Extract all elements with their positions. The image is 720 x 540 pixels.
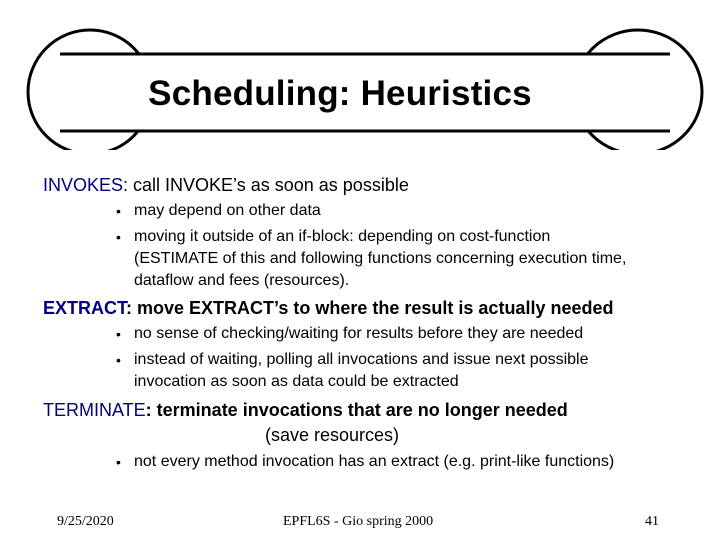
list-item: • moving it outside of an if-block: depending on cost-function: [134, 226, 550, 248]
footer-date: 9/25/2020: [57, 514, 114, 529]
section-terminate-text: : terminate invocations that are no longer needed: [145, 400, 568, 420]
footer-page-number: 41: [645, 514, 659, 529]
list-item: • no sense of checking/waiting for results before they are needed: [134, 323, 583, 345]
list-item: • not every method invocation has an extract (e.g. print-like functions): [134, 451, 614, 473]
section-terminate-heading-line2: (save resources): [265, 425, 400, 445]
section-invokes-heading: [43, 175, 409, 196]
section-extract-heading: [43, 298, 613, 319]
section-terminate-keyword: TERMINATE: [43, 400, 146, 420]
bullet-dot: •: [116, 229, 121, 245]
list-item-continuation: invocation as soon as data could be extracted: [134, 373, 459, 390]
list-item: • instead of waiting, polling all invocations and issue next possible: [134, 349, 589, 371]
bullet-dot: •: [116, 326, 121, 342]
bullet-dot: •: [116, 203, 121, 219]
list-item-continuation: (ESTIMATE of this and following functions concerning execution time,: [134, 250, 627, 267]
section-terminate-heading: [43, 400, 568, 421]
list-item-continuation: dataflow and fees (resources).: [134, 272, 350, 289]
section-extract-text: : move EXTRACT’s to where the result is actually needed: [126, 298, 614, 318]
section-invokes-text: : call INVOKE’s as soon as possible: [123, 175, 409, 195]
list-item: • may depend on other data: [134, 200, 321, 222]
bullet-dot: •: [116, 454, 121, 470]
footer-center-text: EPFL6S - Gio spring 2000: [283, 514, 434, 529]
bullet-dot: •: [116, 352, 121, 368]
section-extract-keyword: EXTRACT: [43, 298, 127, 318]
slide-title: Scheduling: Heuristics: [148, 74, 532, 113]
section-invokes-keyword: INVOKES: [43, 175, 124, 195]
